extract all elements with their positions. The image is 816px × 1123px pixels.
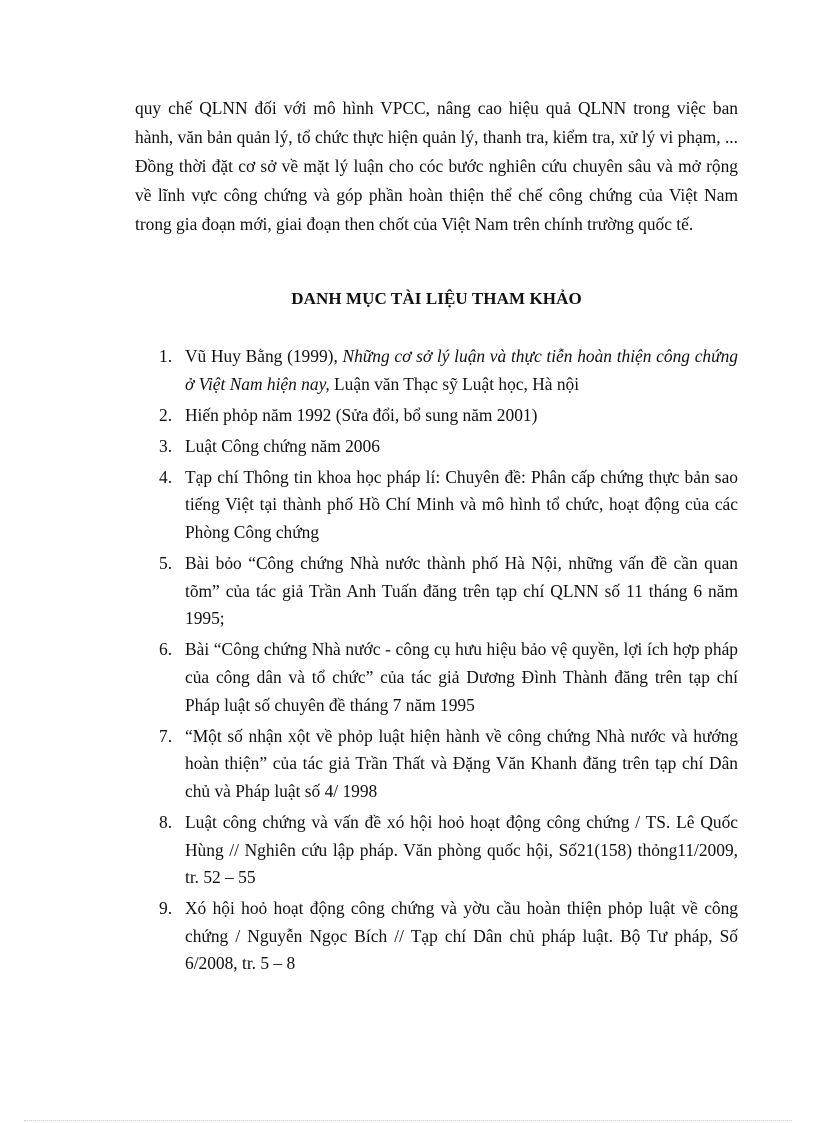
reference-text: Xó hội hoỏ hoạt động công chứng và yờu cầu hoàn thiện phỏp luật về công chứng / Nguyễn Ngọc Bích // Tạp chí Dân chủ pháp luật. Bộ Tư pháp, Số 6/2008, tr. 5 – 8 (185, 898, 738, 974)
reference-item (135, 402, 738, 430)
reference-item (135, 636, 738, 719)
reference-title: Những cơ sở lý luận và thực tiễn hoàn thiện công chứng ở Việt Nam hiện nay, (185, 346, 739, 394)
reference-text: Hiến phỏp năm 1992 (Sửa đổi, bổ sung năm 2001) (185, 404, 538, 425)
reference-text: Luật Công chứng năm 2006 (185, 435, 380, 456)
reference-item (135, 464, 738, 547)
intro-paragraph: quy chế QLNN đối với mô hình VPCC, nâng cao hiệu quả QLNN trong việc ban hành, văn bản quản lý, tổ chức thực hiện quản lý, thanh tra, kiểm tra, xử lý vi phạm, ... Đồng thời đặt cơ sở về mặt lý luận cho cóc bước nghiên cứu chuyên sâu và mở rộng về lĩnh vực công chứng và góp phần hoàn thiện thể chế công chứng của Việt Nam trong gia đoạn mới, giai đoạn then chốt của Việt Nam trên chính trường quốc tế. (135, 98, 738, 234)
reference-number: 2. (159, 404, 173, 425)
page-bottom-divider (24, 1120, 792, 1121)
reference-text: Luật công chứng và vấn đề xó hội hoỏ hoạt động công chứng / TS. Lê Quốc Hùng // Nghiên cứu lập pháp. Văn phòng quốc hội, Số21(158) thỏng11/2009, tr. 52 – 55 (185, 812, 738, 888)
reference-text-suffix: Luận văn Thạc sỹ Luật học, Hà nội (329, 373, 580, 394)
reference-number: 3. (159, 435, 173, 456)
reference-number: 6. (159, 639, 173, 660)
reference-text: Bài bỏo “Công chứng Nhà nước thành phố Hà Nội, những vấn đề cần quan tõm” của tác giả Trần Anh Tuấn đăng trên tạp chí QLNN số 11 tháng 6 năm 1995; (185, 553, 738, 629)
reference-number: 9. (159, 898, 173, 919)
reference-number: 1. (159, 346, 173, 366)
reference-number: 7. (159, 725, 173, 746)
reference-item (135, 723, 738, 806)
reference-number: 5. (159, 553, 173, 574)
reference-item (135, 809, 738, 892)
reference-item (135, 550, 738, 633)
references-heading: DANH MỤC TÀI LIỆU THAM KHẢO (291, 289, 582, 308)
reference-text: Tạp chí Thông tin khoa học pháp lí: Chuyên đề: Phân cấp chứng thực bản sao tiếng Việt tại thành phố Hồ Chí Minh và mô hình tổ chức, hoạt động của các Phòng Công chứng (185, 466, 738, 543)
reference-item (135, 343, 738, 398)
reference-number: 8. (159, 812, 173, 832)
reference-item (135, 895, 738, 978)
reference-list (135, 343, 738, 982)
reference-item (135, 433, 738, 461)
reference-number: 4. (159, 466, 173, 487)
reference-text: Bài “Công chứng Nhà nước - công cụ hưu hiệu bảo vệ quyền, lợi ích hợp pháp của công dân và tổ chức” của tác giả Dương Đình Thành đăng trên tạp chí Pháp luật số chuyên đề tháng 7 năm 1995 (185, 639, 738, 715)
reference-text: Vũ Huy Bằng (1999), (185, 346, 343, 366)
reference-text: “Một số nhận xột về phỏp luật hiện hành về công chứng Nhà nước và hướng hoàn thiện” của tác giả Trần Thất và Đặng Văn Khanh đăng trên tạp chí Dân chủ và Pháp luật số 4/ 1998 (185, 725, 738, 801)
